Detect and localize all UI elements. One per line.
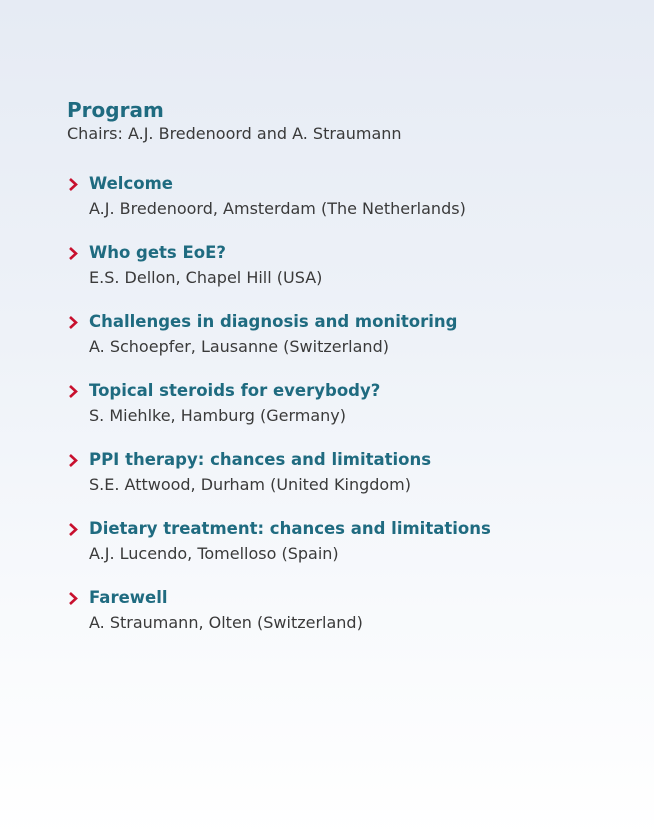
program-item-dietary-treatment	[67, 518, 627, 587]
chevron-right-icon	[67, 523, 80, 536]
chevron-right-icon	[67, 592, 80, 605]
program-chairs: Chairs: A.J. Bredenoord and A. Straumann	[67, 124, 402, 143]
program-item-title: Farewell	[89, 588, 168, 607]
program-item-title: Who gets EoE?	[89, 243, 226, 262]
program-item-ppi-therapy	[67, 449, 627, 518]
chevron-right-icon	[67, 178, 80, 191]
program-item-speaker: A.J. Lucendo, Tomelloso (Spain)	[89, 544, 339, 563]
program-item-title: Challenges in diagnosis and monitoring	[89, 312, 458, 331]
program-item-speaker: A. Schoepfer, Lausanne (Switzerland)	[89, 337, 389, 356]
program-list	[67, 173, 627, 656]
program-item-speaker: S. Miehlke, Hamburg (Germany)	[89, 406, 346, 425]
program-item-speaker: S.E. Attwood, Durham (United Kingdom)	[89, 475, 412, 494]
program-item-farewell	[67, 587, 627, 656]
program-item-title: Welcome	[89, 174, 173, 193]
chevron-right-icon	[67, 316, 80, 329]
program-item-speaker: E.S. Dellon, Chapel Hill (USA)	[89, 268, 323, 287]
program-item-title: Dietary treatment: chances and limitations	[89, 519, 491, 538]
page-title: Program	[67, 98, 164, 122]
program-item-speaker: A.J. Bredenoord, Amsterdam (The Netherlands)	[89, 199, 466, 218]
program-item-welcome	[67, 173, 627, 242]
chevron-right-icon	[67, 385, 80, 398]
program-item-challenges	[67, 311, 627, 380]
program-item-topical-steroids	[67, 380, 627, 449]
chevron-right-icon	[67, 247, 80, 260]
program-item-title: Topical steroids for everybody?	[89, 381, 381, 400]
program-item-title: PPI therapy: chances and limitations	[89, 450, 432, 469]
program-item-speaker: A. Straumann, Olten (Switzerland)	[89, 613, 363, 632]
program-section	[67, 98, 627, 656]
program-item-who-gets-eoe	[67, 242, 627, 311]
chevron-right-icon	[67, 454, 80, 467]
